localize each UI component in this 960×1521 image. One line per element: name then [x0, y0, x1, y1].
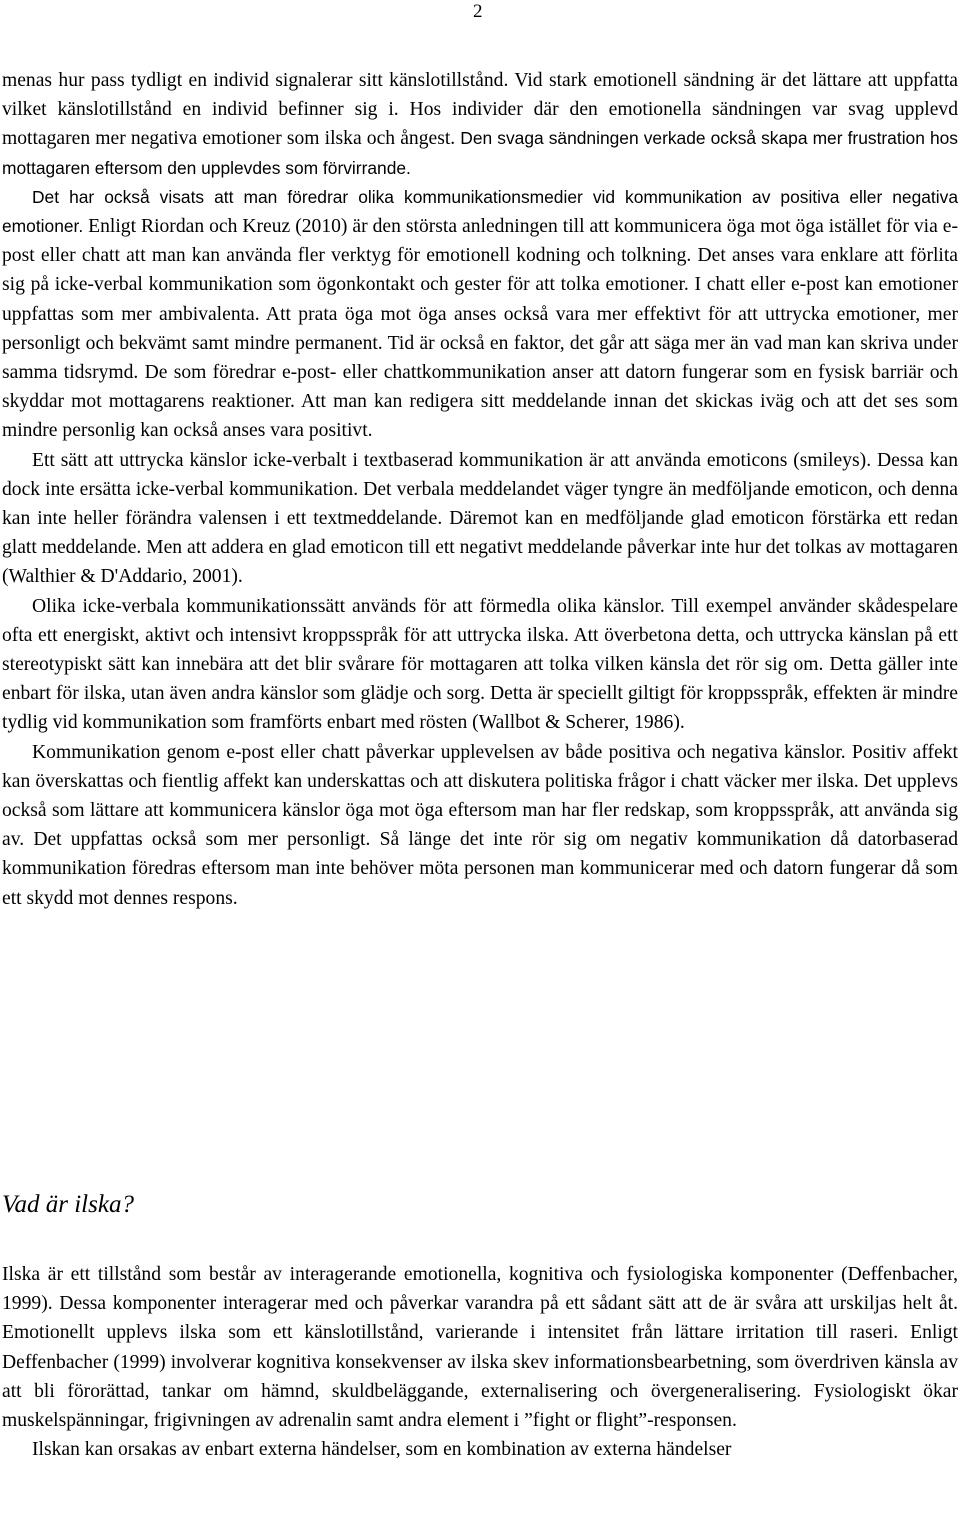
text-segment: menas hur pass tydligt en individ signalerar sitt känslotillstånd. Vid stark emotionell sändning är det lättare att uppfatta vilket känslotillstånd en individ befinner sig i. Hos individer där den emotionella sändningen var svag upplevd mottagaren mer negativa emotioner som ilska och ångest.: [2, 70, 958, 150]
section-heading: Vad är ilska?: [2, 1191, 134, 1218]
text-segment: Den svaga sändningen verkade också skapa mer frustration hos mottagaren eftersom den upplevdes som förvirrande.: [2, 128, 958, 178]
paragraph: [2, 1260, 958, 1435]
text-segment: Det har också visats att man föredrar olika kommunikationsmedier vid kommunikation av positiva eller negativa emotioner.: [2, 186, 958, 237]
section-body: [2, 1260, 958, 1464]
paragraph: [2, 1435, 958, 1464]
paragraph: [2, 66, 958, 183]
paragraph: [2, 738, 958, 913]
text-segment: Ilskan kan orsakas av enbart externa händelser, som en kombination av externa händelser: [32, 1439, 732, 1461]
text-segment: Ilska är ett tillstånd som består av interagerande emotionella, kognitiva och fysiologiska komponenter (Deffenbacher, 1999). Dessa komponenter interagerar med och påverkar varandra på ett sådant sätt att de är svåra att urskiljas helt åt. Emotionellt upplevs ilska som ett känslotillstånd, varierande i intensitet från lättare irritation till raseri. Enligt Deffenbacher (1999) involverar kognitiva konsekvenser av ilska skev informationsbearbetning, som överdriven känsla av att bli förorättad, tankar om hämnd, skuldbeläggande, externalisering och övergeneralisering. Fysiologiskt ökar muskelspänningar, frigivningen av adrenalin samt andra element i ”fight or flight”-responsen.: [2, 1264, 958, 1432]
text-segment: Kommunikation genom e-post eller chatt påverkar upplevelsen av både positiva och negativa känslor. Positiv affekt kan överskattas och fientlig affekt kan underskattas och att diskutera politiska frågor i chatt väcker mer ilska. Det upplevs också som lättare att kommunicera känslor öga mot öga eftersom man har fler redskap, som kroppsspråk, att använda sig av. Det uppfattas också som mer personligt. Så länge det inte rör sig om negativ kommunikation då datorbaserad kommunikation föredras eftersom man inte behöver möta personen man kommunicerar med och datorn fungerar då som ett skydd mot dennes respons.: [2, 741, 958, 909]
paragraph: [2, 592, 958, 738]
text-segment: Ett sätt att uttrycka känslor icke-verbalt i textbaserad kommunikation är att använda emoticons (smileys). Dessa kan dock inte ersätta icke-verbal kommunikation. Det verbala meddelandet väger tyngre än medföljande emoticon, och denna kan inte heller förändra valensen i ett textmeddelande. Däremot kan en medföljande glad emoticon förstärka ett redan glatt meddelande. Men att addera en glad emoticon till ett negativt meddelande påverkar inte hur det tolkas av mottagaren (Walthier & D'Addario, 2001).: [2, 449, 958, 588]
paragraph: [2, 183, 958, 446]
text-segment: Olika icke-verbala kommunikationssätt används för att förmedla olika känslor. Till exempel använder skådespelare ofta ett energiskt, aktivt och intensivt kroppsspråk för att uttrycka ilska. Att överbetona detta, och uttrycka känslan på ett stereotypiskt sätt kan innebära att det blir svårare för mottagaren att tolka vilken känsla det rör sig om. Detta gäller inte enbart för ilska, utan även andra känslor som glädje och sorg. Detta är speciellt giltigt för kroppsspråk, effekten är mindre tydlig vid kommunikation som framförts enbart med rösten (Wallbot & Scherer, 1986).: [2, 595, 958, 734]
text-segment: Enligt Riordan och Kreuz (2010) är den största anledningen till att kommunicera öga mot öga istället för via e-post eller chatt att man kan använda fler verktyg för emotionell kodning och tolkning. Det anses vara enklare att förlita sig på icke-verbal kommunikation som ögonkontakt och gester för att tolka emotioner. I chatt eller e-post kan emotioner uppfattas som mer ambivalenta. Att prata öga mot öga anses också vara mer effektivt för att uttrycka emotioner, mer personligt och bekvämt samt mindre permanent. Tid är också en faktor, det går att säga mer än vad man kan skriva under samma tidsrymd. De som föredrar e-post- eller chattkommunikation anser att datorn fungerar som en fysisk barriär och skyddar mot mottagarens reaktioner. Att man kan redigera sitt meddelande innan det skickas iväg och att det ses som mindre personlig kan också anses vara positivt.: [2, 216, 958, 442]
paragraph: [2, 446, 958, 592]
section-heading-wrap: [2, 1189, 958, 1221]
body-text: [2, 66, 958, 913]
page-number: 2: [473, 1, 483, 22]
